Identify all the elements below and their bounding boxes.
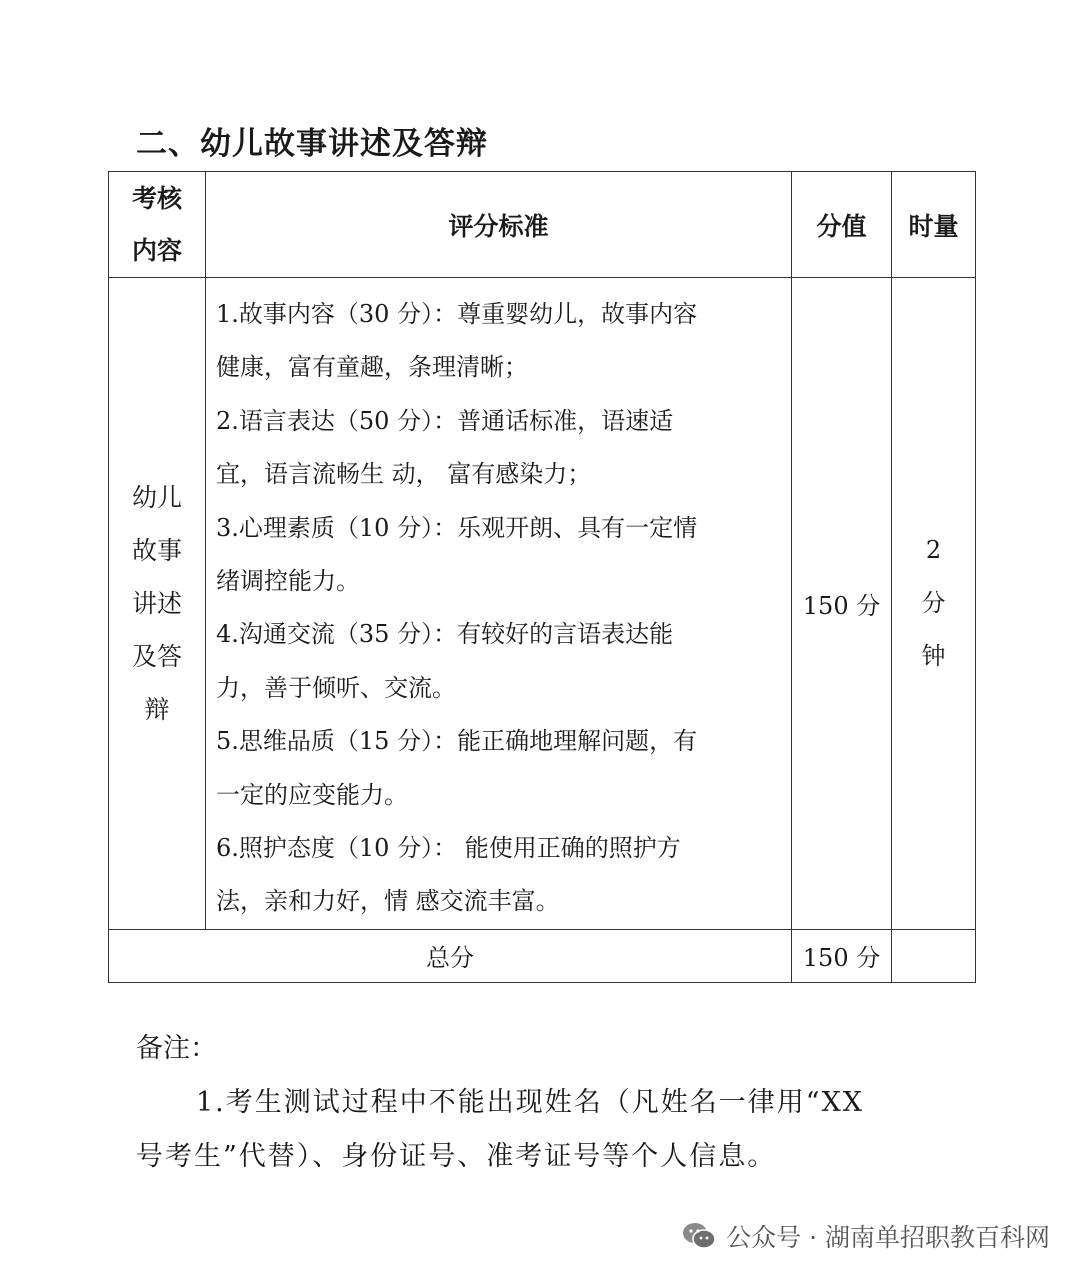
criteria-line: 健康，富有童趣，条理清晰；: [216, 353, 528, 382]
category-text: 故事: [131, 535, 182, 565]
category-text: 讲述: [131, 588, 182, 618]
table-row: [109, 278, 976, 930]
score-value-cell: 150 分: [792, 278, 892, 930]
header-criteria: 评分标准: [206, 172, 792, 278]
criteria-line: 一定的应变能力。: [216, 780, 408, 809]
header-time: 时量: [892, 172, 976, 278]
header-content: [109, 172, 206, 278]
criteria-line: 绪调控能力。: [216, 567, 360, 596]
total-label: 总分: [109, 929, 792, 982]
criteria-line: 2.语言表达（50 分）：普通话标准，语速适: [216, 406, 674, 435]
header-content-line1: 考核: [131, 183, 182, 213]
category-cell: [109, 278, 206, 930]
total-row: [109, 929, 976, 982]
header-content-line2: 内容: [131, 235, 182, 265]
time-cell: [892, 278, 976, 930]
total-value: 150 分: [792, 929, 892, 982]
header-score: 分值: [792, 172, 892, 278]
criteria-line: 力，善于倾听、交流。: [216, 673, 456, 702]
total-time-empty: [892, 929, 976, 982]
scoring-table: [108, 171, 976, 983]
time-text: 分: [921, 588, 946, 617]
time-text: 钟: [921, 641, 946, 670]
criteria-line: 6.照护态度（10 分）： 能使用正确的照护方: [216, 834, 681, 863]
criteria-line: 3.心理素质（10 分）：乐观开朗、具有一定情: [216, 513, 698, 542]
criteria-line: 宜，语言流畅生 动， 富有感染力；: [216, 460, 592, 489]
category-text: 及答: [131, 641, 182, 671]
remarks-line: 号考生”代替）、身份证号、准考证号等个人信息。: [136, 1141, 777, 1172]
criteria-line: 5.思维品质（15 分）：能正确地理解问题，有: [216, 727, 698, 756]
criteria-line: 1.故事内容（30 分）：尊重婴幼儿，故事内容: [216, 300, 698, 328]
watermark-text: 公众号 · 湖南单招职教百科网: [726, 1223, 1050, 1252]
section-title: 二、幼儿故事讲述及答辩: [136, 126, 488, 162]
time-text: 2: [925, 535, 942, 564]
watermark: [682, 1218, 1050, 1254]
criteria-line: 法，亲和力好，情 感交流丰富。: [216, 887, 560, 916]
category-text: 幼儿: [131, 482, 182, 512]
remarks-title: 备注：: [136, 1033, 217, 1064]
criteria-line: 4.沟通交流（35 分）：有较好的言语表达能: [216, 620, 674, 649]
remarks-line: 1.考生测试过程中不能出现姓名（凡姓名一律用“XX: [196, 1087, 865, 1118]
category-text: 辩: [144, 694, 170, 724]
criteria-cell: [206, 278, 792, 930]
table-header-row: [109, 172, 976, 278]
wechat-icon: [682, 1221, 716, 1251]
